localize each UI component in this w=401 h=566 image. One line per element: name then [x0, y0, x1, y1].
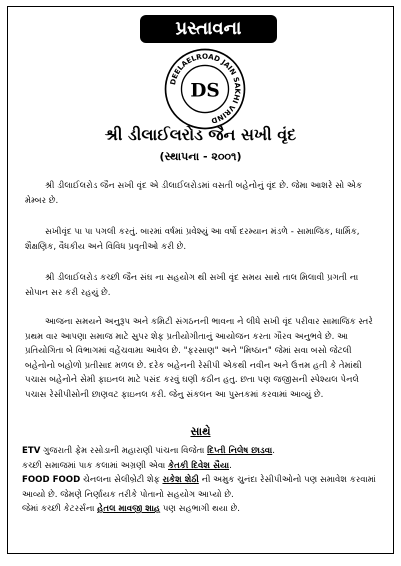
svg-text:DEELAELROAD JAIN SAKHI VRIND: DEELAELROAD JAIN SAKHI VRIND — [168, 51, 243, 126]
credit-name: દિપ્તી નિલેષ છાડવા — [207, 446, 273, 456]
established-year: (સ્થાપના - ૨૦૦૧) — [159, 150, 242, 163]
credit-name: રાકેશ શેઠી — [162, 475, 199, 485]
preface-banner: પ્રસ્તાવના — [140, 15, 277, 43]
credit-name: કેતકી દિવેશ સૈયા — [168, 460, 230, 471]
history-paragraph: સખીવૃંદ પા પા પગલી કરતું. બારમાં વર્ષમાં પ્રવેશ્યું આ વર્ષો દરમ્યાન મંડળે - સામાજિક, ધાર્મિક, શૈક્ષણિક, વૈધકીય અને વિવિધ પ્રવૃતીઓ કરી છે. — [25, 227, 360, 252]
svg-text:DS: DS — [190, 80, 220, 102]
competition-paragraph: આજના સમયને અનુરૂપ અને કમિટી સંગઠનની ભાવના ને લીધે સખી વૃંદ પરીવાર સામાજિક સ્તરે પ્રથમ વાર આપણા સમાજ માટે સુપર શેફ પ્રતીયોગીતાનું આયોજન કરતા ગૌરવ અનુભવે છે. આ પ્રતિયોગિતા બે વિભાગમાં વહેંચવામા આવેલ છે. "ફરસાણ" અને "મિષ્ઠાન" જેમાં સવા બસો જેટલી બહેનોનો બહોળો પ્રતીસાદ મળલ છે. દરેક બહેનની રેસીપી એકથી નવીન અને ઉત્તમ હતી કે તેમાંથી પચાસ બહેનોને સેમી ફાઇનલ માટે પસંદ કરવું ઘણી કઠીન હતુ. છતા પણ જજીસની સ્પેશ્યલ પેનલે પચાસ રેસીપીસોની છાણવટ ફાઇનલ કરી. જેનુ સંકલન આ પુસ્તકમાં કરવામાં આવ્યું છે. — [25, 317, 373, 400]
section-heading-together: સાથે — [190, 425, 211, 438]
document-page — [7, 6, 394, 554]
sangh-seal-logo — [163, 47, 247, 131]
sangh-support-paragraph: શ્રી ડીલાઈલરોડ કચ્છી જૈન સંઘ ના સહયોગ થી સખી વૃંદ સમય સાથે તાલ મિલાવી પ્રગતી ના સોપાન સર કરી રહયું છે. — [25, 273, 359, 298]
credit-name: હેતલ માવજી શાહ — [97, 504, 161, 514]
credits-paragraph: ETV ગુજરાતી ફેમ રસોડાની મહારાણી પાંચના વિજેતા દિપ્તી નિલેષ છાડવા. કચ્છી સમાજમાં પાક કલામાં અગ્રણી એવા કેતકી દિવેશ સૈયા. FOOD FOOD ચેનલના સેલીબ્રેટી શેફ રાકેશ શેઠી ની અમુક ચુનંદા રેસીપીઓનો પણ સમાવેશ કરવામાં આવ્યો છે. જેમણે નિર્ણાયક તરીકે પોતાનો સહયોગ આપ્યો છે. જેમાં કચ્છી કેટરર્સના હેતલ માવજી શાહ પણ સહભાગી થયા છે. — [22, 446, 376, 514]
organization-title: શ્રી ડીલાઈલરોડ જૈન સખી વૃંદ — [104, 125, 297, 144]
intro-paragraph: શ્રી ડીલાઈલરોડ જૈન સખી વૃંદ એ ડીલાઈલરોડમાં વસતી બહેનોનું વૃંદ છે. જેમા આશરે સો એક મેમ્બર છે. — [25, 181, 363, 206]
